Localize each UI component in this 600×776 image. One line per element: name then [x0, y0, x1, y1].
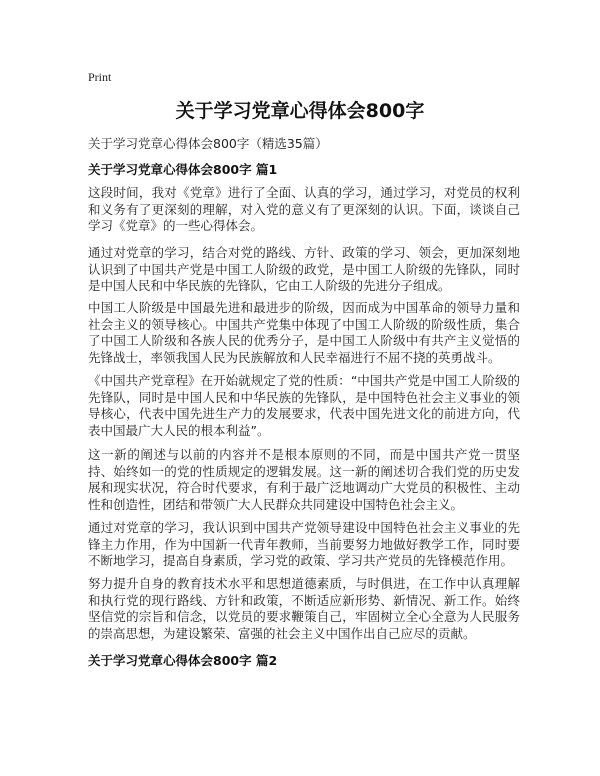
paragraph-7: 努力提升自身的教育技术水平和思想道德素质，与时俱进，在工作中认真理解和执行党的现行路线、方针和政策，不断适应新形势、新情况、新工作。始终坚信党的宗旨和信念，以党员的要求鞭策自己，牢固树立全心全意为人民服务的崇高思想，为建设繁荣、富强的社会主义中国作出自己应尽的贡献。 [88, 576, 520, 641]
document-title: 关于学习党章心得体会800字 [175, 100, 425, 122]
paragraph-4: 《中国共产党章程》在开始就规定了党的性质：“中国共产党是中国工人阶级的先锋队，同时是中国人民和中华民族的先锋队，是中国特色社会主义事业的领导核心，代表中国先进生产力的发展要求，代表中国先进文化的前进方向，代表中国最广大人民的根本利益”。 [88, 373, 520, 438]
paragraph-3: 中国工人阶级是中国最先进和最进步的阶级，因而成为中国革命的领导力量和社会主义的领导核心。中国共产党集中体现了中国工人阶级的阶级性质，集合了中国工人阶级和各族人民的优秀分子，是中国工人阶级中有共产主义觉悟的先锋战士，率领我国人民为民族解放和人民幸福进行不屈不挠的英勇战斗。 [88, 300, 520, 365]
paragraph-6: 通过对党章的学习，我认识到中国共产党领导建设中国特色社会主义事业的先锋主力作用，作为中国新一代青年教师，当前要努力地做好教学工作，同时要不断地学习，提高自身素质，学习党的政策、学习共产党员的先锋模范作用。 [88, 520, 520, 568]
section-heading-2: 关于学习党章心得体会800字 篇2 [88, 653, 278, 668]
paragraph-1: 这段时间，我对《党章》进行了全面、认真的学习，通过学习，对党员的权利和义务有了更深刻的理解，对入党的意义有了更深刻的认识。下面，谈谈自己学习《党章》的一些心得体会。 [88, 185, 520, 233]
print-link[interactable]: Print [88, 70, 112, 84]
paragraph-2: 通过对党章的学习，结合对党的路线、方针、政策的学习、领会，更加深刻地认识到了中国共产党是中国工人阶级的政党，是中国工人阶级的先锋队，同时是中国人民和中华民族的先锋队，它由工人阶级的先进分子组成。 [88, 245, 520, 293]
section-heading-1: 关于学习党章心得体会800字 篇1 [88, 162, 278, 177]
paragraph-5: 这一新的阐述与以前的内容并不是根本原则的不同，而是中国共产党一贯坚持、始终如一的党的性质规定的逻辑发展。这一新的阐述切合我们党的历史发展和现实状况，符合时代要求，有利于最广泛地调动广大党员的积极性、主动性和创造性，团结和带领广大人民群众共同建设中国特色社会主义。 [88, 447, 520, 512]
document-subtitle: 关于学习党章心得体会800字（精选35篇） [88, 136, 328, 151]
